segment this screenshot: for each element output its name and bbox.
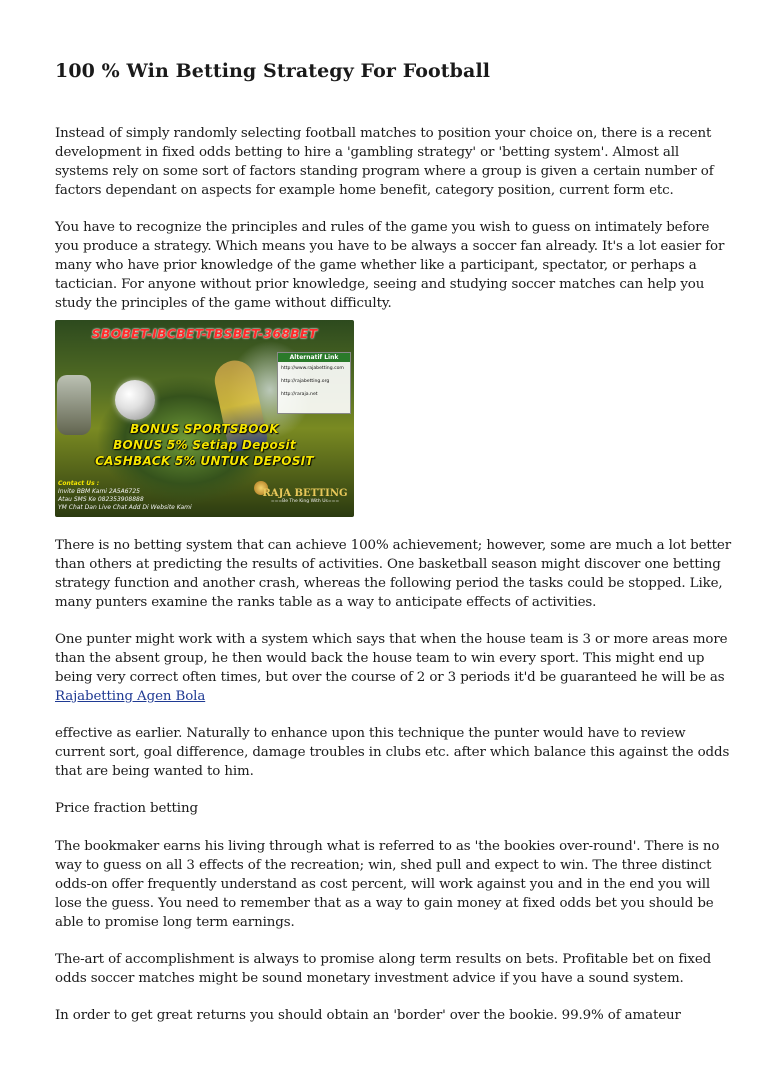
paragraph-5	[55, 724, 730, 781]
paragraph-line: than the absent group, he then would back the house team to win every sport. This might end up	[55, 651, 705, 666]
paragraph-line: Instead of simply randomly selecting football matches to position your choice on, there is a recent	[55, 126, 712, 141]
contact-line: YM Chat Dan Live Chat Add Di Website Kami	[58, 504, 192, 511]
paragraph-line: than others at predicting the results of activities. One basketball season might discover one betting	[55, 557, 721, 572]
paragraph-line: way to guess on all 3 effects of the recreation; win, shed pull and expect to win. The three distinct	[55, 858, 712, 873]
banner-promo-line: BONUS 5% Setiap Deposit	[113, 438, 296, 452]
paragraph-line: In order to get great returns you should obtain an 'border' over the bookie. 99.9% of amateur	[55, 1008, 681, 1023]
paragraph-8	[55, 950, 715, 988]
paragraph-line: The-art of accomplishment is always to promise along term results on bets. Profitable bet on fixed	[55, 952, 712, 967]
banner-logo	[260, 488, 350, 504]
banner-headline: SBOBET-IBCBET-TBSBET-368BET	[91, 326, 318, 341]
paragraph-line: current sort, goal difference, damage troubles in clubs etc. after which balance this against the odds	[55, 745, 730, 760]
paragraph-line: You have to recognize the principles and rules of the game you wish to guess on intimately before	[55, 220, 710, 235]
paragraph-line: lose the guess. You need to remember that as a way to gain money at fixed odds bet you should be	[55, 896, 714, 911]
paragraph-line: development in fixed odds betting to hire a 'gambling strategy' or 'betting system'. Almost all	[55, 145, 680, 160]
document-title: 100 % Win Betting Strategy For Football	[55, 60, 491, 82]
paragraph-line: able to promise long term earnings.	[55, 915, 295, 930]
paragraph-1	[55, 124, 715, 200]
football-ball	[115, 380, 155, 420]
paragraph-line: many punters examine the ranks table as a way to anticipate effects of activities.	[55, 595, 597, 610]
paragraph-line: The bookmaker earns his living through what is referred to as 'the bookies over-round'. There is no	[55, 839, 720, 854]
paragraph-line: odds soccer matches might be sound monetary investment advice if you have a sound system.	[55, 971, 684, 986]
paragraph-9	[55, 1006, 715, 1025]
banner-promo-line: CASHBACK 5% UNTUK DEPOSIT	[95, 454, 314, 468]
paragraph-line: effective as earlier. Naturally to enhance upon this technique the punter would have to review	[55, 726, 686, 741]
paragraph-line: One punter might work with a system which says that when the house team is 3 or more areas more	[55, 632, 728, 647]
rajabetting-link[interactable]: Rajabetting Agen Bola	[55, 689, 206, 704]
banner-url: http://www.rajabetting.com	[281, 366, 344, 371]
paragraph-line: strategy function and another crash, whereas the following period the tasks could be stopped. Like,	[55, 576, 723, 591]
logo-tagline: ===Be The King With Us===	[270, 499, 340, 504]
paragraph-line: study the principles of the game without difficulty.	[55, 296, 392, 311]
paragraph-4	[55, 630, 728, 706]
contact-line: Invite BBM Kami 2A5A6725	[58, 488, 140, 495]
alternative-links-title: Alternatif Link	[278, 353, 350, 362]
paragraph-2	[55, 218, 725, 313]
contact-title: Contact Us :	[58, 480, 100, 487]
banner-promo-line: BONUS SPORTSBOOK	[130, 422, 279, 436]
banner-url: http://raraja.net	[281, 392, 318, 397]
paragraph-line: that are being wanted to him.	[55, 764, 254, 779]
paragraph-6	[55, 799, 715, 818]
logo-text: RAJA BETTING	[262, 488, 348, 499]
alternative-links-box	[277, 352, 351, 414]
betting-banner-image	[55, 320, 354, 517]
paragraph-line: odds-on offer frequently understand as cost percent, will work against you and in the end you will	[55, 877, 711, 892]
banner-contact	[58, 480, 192, 512]
paragraph-line: Price fraction betting	[55, 801, 198, 816]
paragraph-7	[55, 837, 720, 932]
paragraph-line: systems rely on some sort of factors standing program where a group is given a certain number of	[55, 164, 714, 179]
contact-line: Atau SMS Ke 082353908888	[58, 496, 144, 503]
paragraph-line	[55, 687, 715, 706]
paragraph-line: tactician. For anyone without prior knowledge, seeing and studying soccer matches can help you	[55, 277, 705, 292]
paragraph-3	[55, 536, 732, 612]
paragraph-line: factors dependant on aspects for example home benefit, category position, current form etc.	[55, 183, 674, 198]
paragraph-line: you produce a strategy. Which means you have to be always a soccer fan already. It's a lot easier for	[55, 239, 725, 254]
paragraph-line: There is no betting system that can achieve 100% achievement; however, some are much a lot better	[55, 538, 732, 553]
paragraph-line: being very correct often times, but over the course of 2 or 3 periods it'd be guaranteed he will be as	[55, 670, 725, 685]
banner-url: http://rajabetting.org	[281, 379, 330, 384]
paragraph-line: many who have prior knowledge of the game whether like a participant, spectator, or perhaps a	[55, 258, 697, 273]
